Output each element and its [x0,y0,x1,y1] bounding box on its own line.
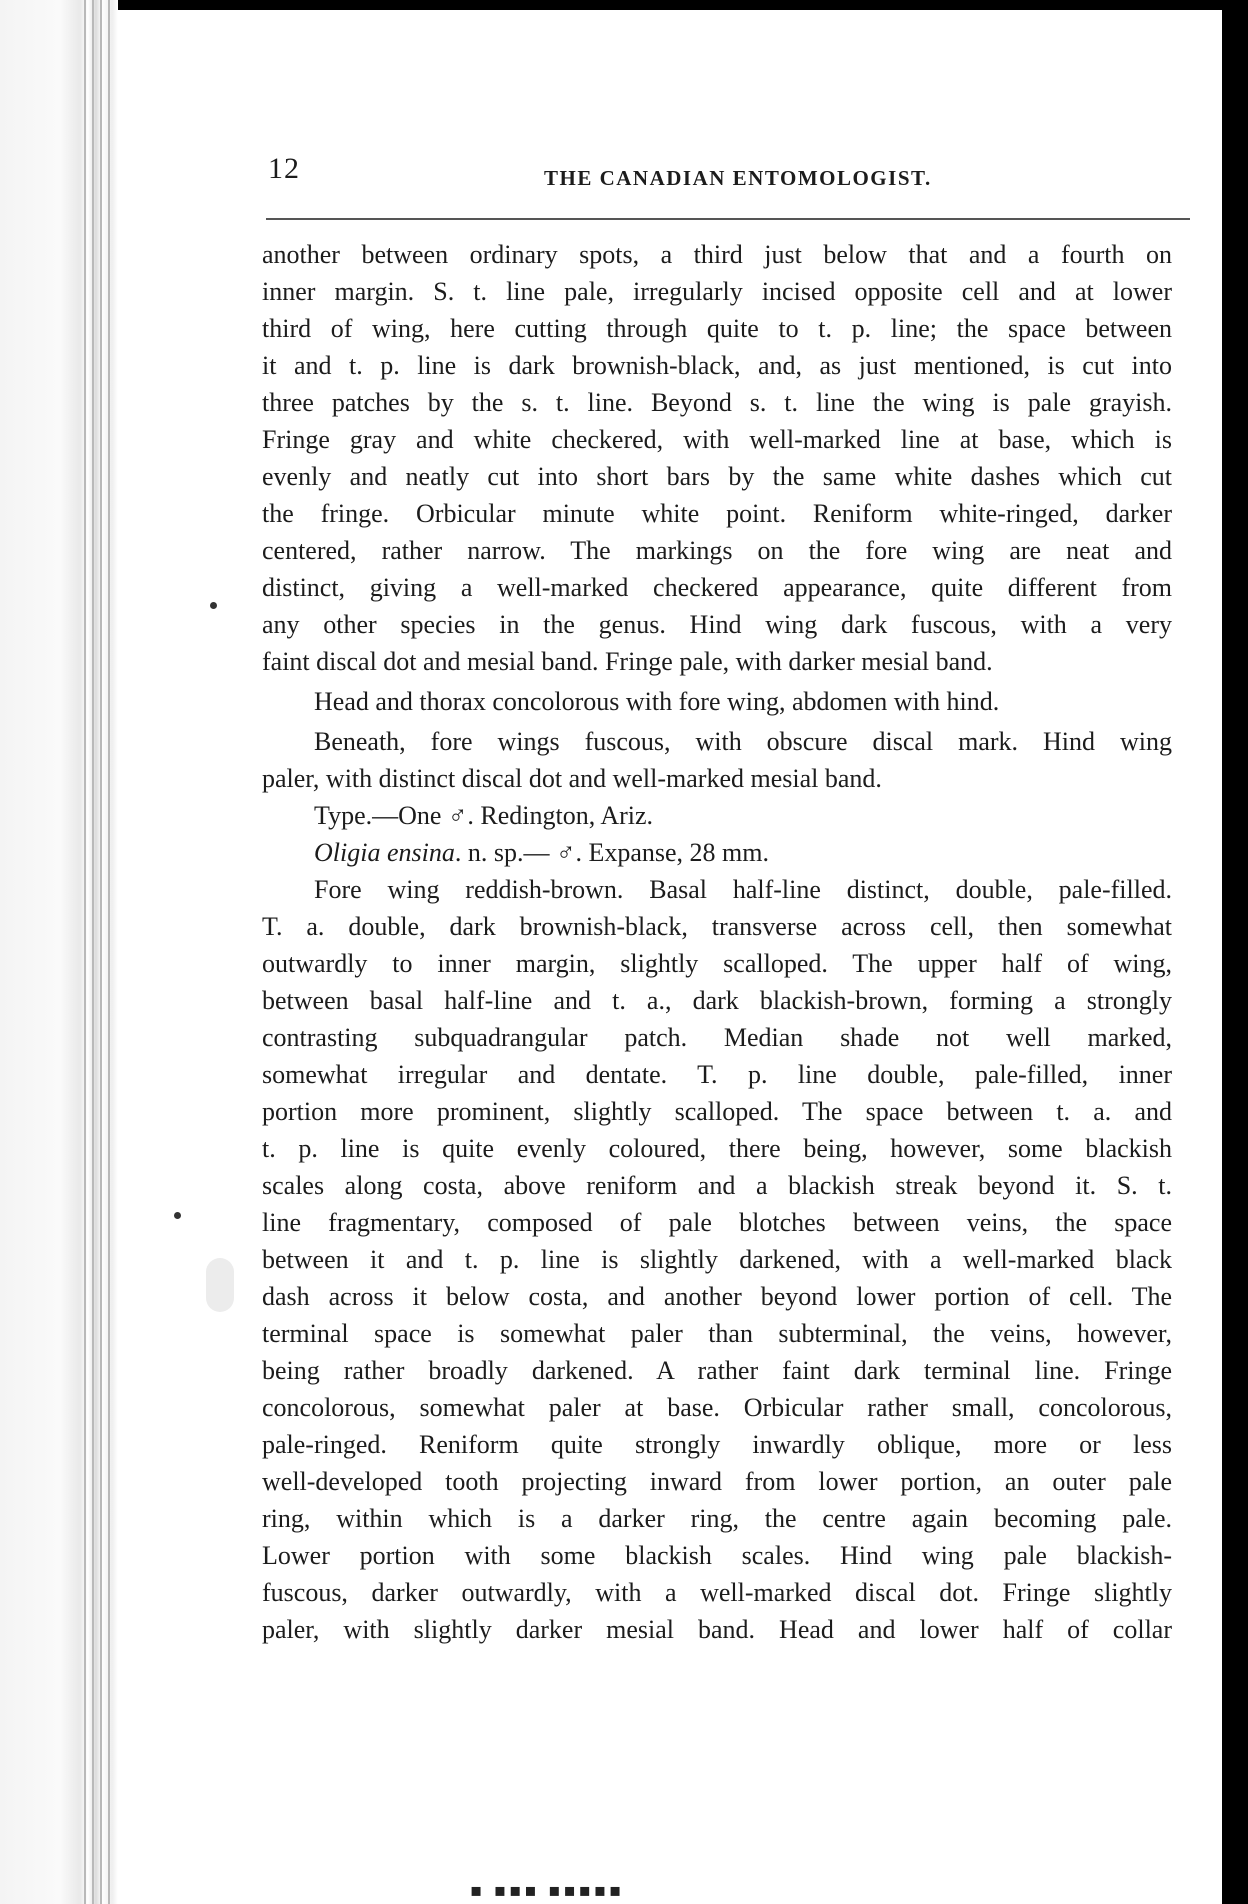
species-details: . n. sp.— ♂. Expanse, 28 mm. [454,838,769,867]
text-line: line fragmentary, composed of pale blotches between veins, the space [262,1208,1172,1237]
text-line: Fringe gray and white checkered, with well-marked line at base, which is [262,425,1172,454]
text-line: pale-ringed. Reniform quite strongly inwardly oblique, more or less [262,1430,1172,1459]
text-line: paler, with slightly darker mesial band. Head and lower half of collar [262,1615,1172,1644]
text-line: third of wing, here cutting through quite to t. p. line; the space between [262,314,1172,343]
gutter-line [108,0,110,1904]
text-line: outwardly to inner margin, slightly scalloped. The upper half of wing, [262,949,1172,978]
text-line: centered, rather narrow. The markings on the fore wing are neat and [262,536,1172,565]
text-line: terminal space is somewhat paler than subterminal, the veins, however, [262,1319,1172,1348]
text-line: between basal half-line and t. a., dark blackish-brown, forming a strongly [262,986,1172,1015]
gutter-line [84,0,86,1904]
scan-top-border [0,0,1248,10]
text-line: another between ordinary spots, a third just below that and a fourth on [262,240,1172,269]
text-line: scales along costa, above reniform and a blackish streak beyond it. S. t. [262,1171,1172,1200]
scan-speck [174,1212,181,1219]
species-description-paragraph [262,871,1172,1648]
gutter-line [100,0,102,1904]
text-line: T. a. double, dark brownish-black, transverse across cell, then somewhat [262,912,1172,941]
text-line: any other species in the genus. Hind wing dark fuscous, with a very [262,610,1172,639]
header-rule [266,218,1190,220]
page-header [268,152,1192,198]
scan-right-border [1222,0,1248,1904]
page-number: 12 [268,152,300,185]
article-body [262,236,1172,1648]
description-paragraph [262,236,1172,680]
species-heading [262,834,1172,871]
text-line: ring, within which is a darker ring, the centre again becoming pale. [262,1504,1172,1533]
text-line: fuscous, darker outwardly, with a well-marked discal dot. Fringe slightly [262,1578,1172,1607]
text-line: it and t. p. line is dark brownish-black, and, as just mentioned, is cut into [262,351,1172,380]
text-line: t. p. line is quite evenly coloured, there being, however, some blackish [262,1134,1172,1163]
species-name: Oligia ensina [314,838,455,867]
page-smudge [206,1258,234,1312]
text-line: dash across it below costa, and another beyond lower portion of cell. The [262,1282,1172,1311]
text-line: paler, with distinct discal dot and well-marked mesial band. [262,764,882,793]
text-line: somewhat irregular and dentate. T. p. line double, pale-filled, inner [262,1060,1172,1089]
scan-speck [210,602,217,609]
text-line: Beneath, fore wings fuscous, with obscure discal mark. Hind wing [314,727,1172,756]
text-line: evenly and neatly cut into short bars by the same white dashes which cut [262,462,1172,491]
text-line: being rather broadly darkened. A rather faint dark terminal line. Fringe [262,1356,1172,1385]
text-line: contrasting subquadrangular patch. Median shade not well marked, [262,1023,1172,1052]
text-line: between it and t. p. line is slightly darkened, with a well-marked black [262,1245,1172,1274]
text-line: concolorous, somewhat paler at base. Orbicular rather small, concolorous, [262,1393,1172,1422]
scan-bottom-artifact: ▪ ▪▪▪ ▪▪▪▪▪ [470,1880,625,1901]
page-gutter [0,0,118,1904]
text-line: Fore wing reddish-brown. Basal half-line distinct, double, pale-filled. [314,875,1172,904]
running-title: THE CANADIAN ENTOMOLOGIST. [544,166,932,190]
type-locality: Type.—One ♂. Redington, Ariz. [314,801,654,830]
text-line: three patches by the s. t. line. Beyond s. t. line the wing is pale grayish. [262,388,1172,417]
text-line: inner margin. S. t. line pale, irregularly incised opposite cell and at lower [262,277,1172,306]
head-thorax-paragraph: Head and thorax concolorous with fore wing, abdomen with hind. [314,687,1000,716]
text-line: Lower portion with some blackish scales. Hind wing pale blackish- [262,1541,1172,1570]
text-line: portion more prominent, slightly scalloped. The space between t. a. and [262,1097,1172,1126]
text-line: faint discal dot and mesial band. Fringe pale, with darker mesial band. [262,647,993,676]
text-line: well-developed tooth projecting inward from lower portion, an outer pale [262,1467,1172,1496]
text-line: the fringe. Orbicular minute white point. Reniform white-ringed, darker [262,499,1172,528]
underside-paragraph [262,723,1172,797]
gutter-line [92,0,94,1904]
text-line: distinct, giving a well-marked checkered appearance, quite different from [262,573,1172,602]
